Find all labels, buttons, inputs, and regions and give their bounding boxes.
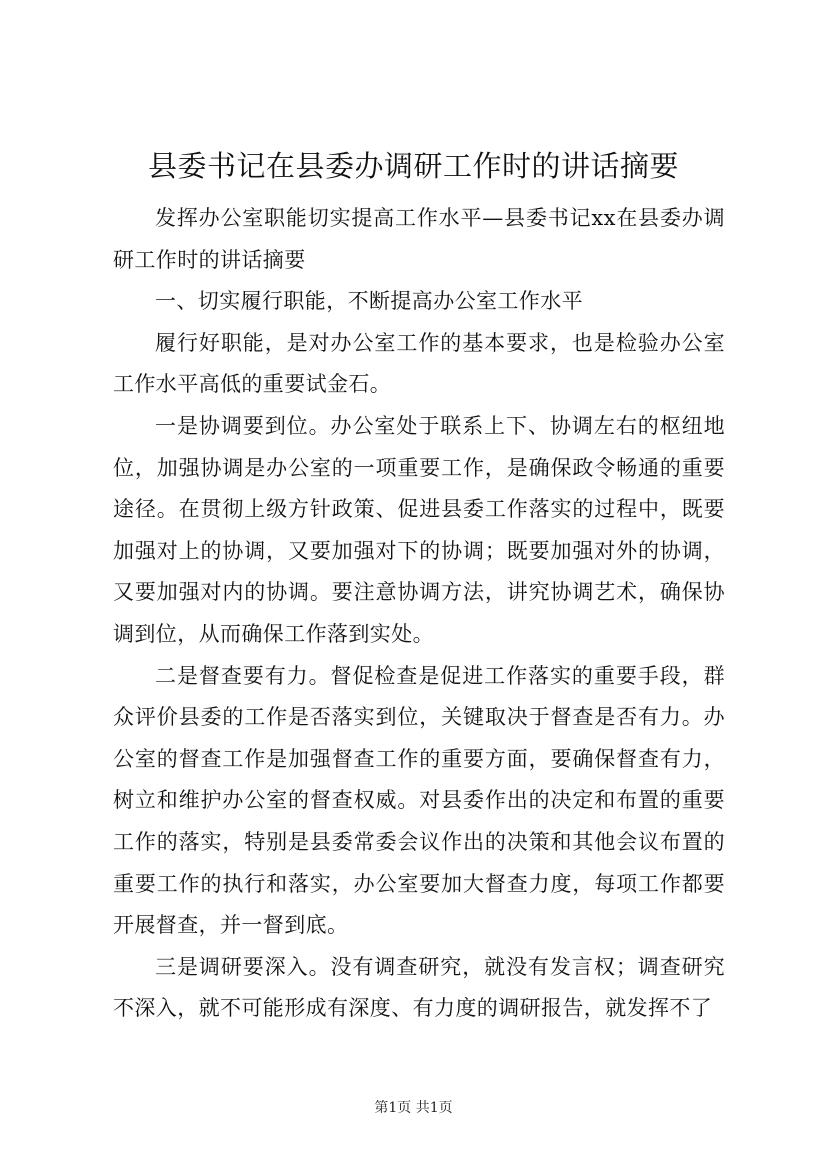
page-number-footer: 第1页 共1页 — [374, 1100, 453, 1116]
paragraph-intro: 履行好职能，是对办公室工作的基本要求，也是检验办公室工作水平高低的重要试金石。 — [113, 330, 725, 397]
document-title: 县委书记在县委办调研工作时的讲话摘要 — [147, 149, 679, 183]
paragraph-subtitle: 发挥办公室职能切实提高工作水平—县委书记xx在县委办调研工作时的讲话摘要 — [113, 206, 725, 272]
paragraph-coordination: 一是协调要到位。办公室处于联系上下、协调左右的枢纽地位，加强协调是办公室的一项重要工作，是确保政令畅通的重要途径。在贯彻上级方针政策、促进县委工作落实的过程中，既要加强对上的协调，又要加强对下的协调；既要加强对外的协调，又要加强对内的协调。要注意协调方法，讲究协调艺术，确保协调到位，从而确保工作落到实处。 — [113, 413, 725, 646]
document-body — [113, 198, 725, 1030]
paragraph-section-heading: 一、切实履行职能，不断提高办公室工作水平 — [155, 289, 583, 314]
paragraph-research: 三是调研要深入。没有调查研究，就没有发言权；调查研究不深入，就不可能形成有深度、有力度的调研报告，就发挥不了 — [113, 954, 725, 1021]
paragraph-supervision: 二是督查要有力。督促检查是促进工作落实的重要手段，群众评价县委的工作是否落实到位，关键取决于督查是否有力。办公室的督查工作是加强督查工作的重要方面，要确保督查有力，树立和维护办公室的督查权威。对县委作出的决定和布置的重要工作的落实，特别是县委常委会议作出的决策和其他会议布置的重要工作的执行和落实，办公室要加大督查力度，每项工作都要开展督查，并一督到底。 — [113, 663, 725, 938]
